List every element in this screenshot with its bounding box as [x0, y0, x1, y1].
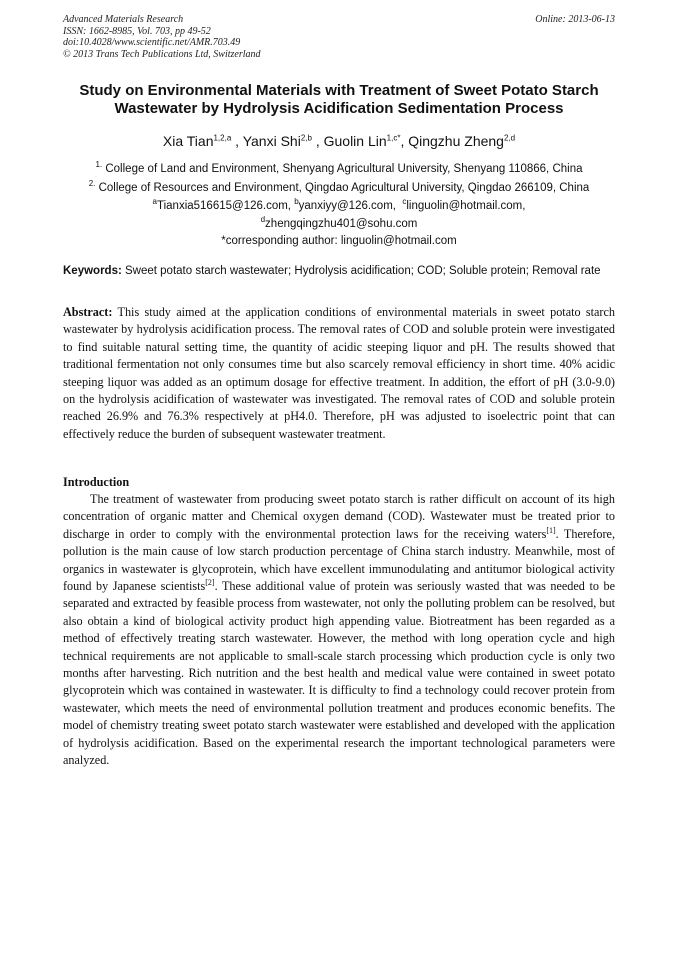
author-name: Qingzhu Zheng: [408, 133, 504, 149]
email-mark: c: [402, 197, 407, 207]
keywords-text: Sweet potato starch wastewater; Hydrolysis acidification; COD; Soluble protein; Removal rate: [125, 265, 601, 277]
author-affiliation-mark: 1,c*: [386, 133, 401, 143]
issn-line: ISSN: 1662-8985, Vol. 703, pp 49-52: [63, 25, 211, 37]
corresponding-author: *corresponding author: linguolin@hotmail.com: [221, 235, 457, 247]
journal-name: Advanced Materials Research: [63, 14, 184, 25]
author-affiliation-mark: 1,2,a: [213, 133, 232, 143]
email-line-1: [40, 199, 638, 214]
paper-title: Study on Environmental Materials with Treatment of Sweet Potato Starch Wastewater by Hydrolysis Acidification Sedimentation Process: [79, 82, 599, 117]
journal-header: [63, 14, 615, 60]
abstract-text: This study aimed at the application conditions of environmental materials in sweet potato starch wastewater by hydrolysis acidification process. The removal rates of COD and soluble protein were investigated to find suitable natural setting time, the quantity of acidic steeping liquor and pH. The results showed that traditional fermentation not only consumes time but also scarcely removal efficiency in short time. 40% acidic steeping liquor was added as an optimum dosage for effective treatment. In addition, the effort of pH (3.0-9.0) on the hydrolysis acidification of wastewater was investigated. The removal rates of COD and soluble protein reached 26.9% and 76.3% respectively at pH4.0. Therefore, pH was adjusted to isoelectric point that can effectively reduce the burden of subsequent wastewater treatment.: [63, 305, 615, 441]
author-name: Yanxi Shi: [242, 133, 301, 149]
intro-text: . Therefore, pollution is the main cause of low starch production percentage of China starch industry. Meanwhile, most of organics in wastewater is glycoprotein, which have excellent immunodulating and antitumor biological activity found by Japanese scientists: [63, 526, 616, 594]
email-a[interactable]: Tianxia516615@126.com,: [157, 200, 291, 212]
affiliation-mark: 1.: [95, 160, 103, 170]
affiliation-mark: 2.: [88, 179, 96, 189]
doi-line[interactable]: doi:10.4028/www.scientific.net/AMR.703.49: [63, 37, 241, 48]
author-separator: ,: [231, 133, 243, 149]
affiliation-1: [40, 162, 638, 176]
abstract-block: [63, 304, 615, 443]
email-mark: a: [152, 197, 157, 207]
abstract-label: Abstract:: [63, 305, 113, 319]
author-separator: ,: [400, 133, 409, 149]
author-affiliation-mark: 2,b: [300, 133, 312, 143]
citation-ref[interactable]: [2]: [205, 577, 215, 587]
author-list: [40, 133, 638, 150]
online-date: Online: 2013-06-13: [535, 14, 615, 25]
author-name: Guolin Lin: [323, 133, 387, 149]
email-mark: d: [260, 215, 266, 225]
citation-ref[interactable]: [1]: [546, 525, 556, 535]
intro-text: The treatment of wastewater from producing sweet potato starch is rather difficult on account of its high concentration of organic matter and Chemical oxygen demand (COD). Wastewater must be treated prior to discharge in order to comply with the environmental protection laws for the receiving waters: [63, 492, 615, 541]
author-name: Xia Tian: [162, 133, 214, 149]
email-line-2: [40, 217, 638, 232]
email-c[interactable]: linguolin@hotmail.com,: [406, 200, 526, 212]
keywords-label: Keywords:: [63, 265, 122, 277]
affiliation-text: College of Resources and Environment, Qingdao Agricultural University, Qingdao 266109, China: [98, 182, 590, 194]
copyright-line: © 2013 Trans Tech Publications Ltd, Switzerland: [63, 48, 261, 60]
intro-text: . These additional value of protein was seriously wasted that was needed to be separated and extracted by feasible process from wastewater, not only the polluting problem can be resolved, but also obtain a kind of biological activity product high appending value. Biotreatment has been regarded as a method of effectively treating starch wastewater. However, the method with long operation cycle and high technical requirements are not applicable to small-scale starch processing which production cycle is only two months after harvesting. Rich nutrition and the best health and medical value were contained in sweet potato glycoprotein which was contained in wastewater. It is difficulty to find a technology could recover protein from wastewater, which meets the need of environmental pollution treatment and produces economic benefits. The model of chemistry treating sweet potato starch wastewater were established and developed with the application of hydrolysis acidification. Based on the experimental research the important technological parameters were analyzed.: [63, 579, 615, 768]
section-heading-introduction: Introduction: [63, 475, 130, 489]
email-d[interactable]: zhengqingzhu401@sohu.com: [265, 218, 418, 230]
introduction-paragraph: [63, 491, 615, 770]
author-separator: ,: [311, 133, 324, 149]
keywords-block: [63, 263, 615, 279]
email-mark: b: [294, 197, 299, 207]
email-b[interactable]: yanxiyy@126.com,: [298, 200, 396, 212]
affiliation-2: [40, 181, 638, 195]
affiliation-text: College of Land and Environment, Shenyang Agricultural University, Shenyang 110866, China: [105, 163, 583, 175]
author-affiliation-mark: 2,d: [503, 133, 516, 143]
